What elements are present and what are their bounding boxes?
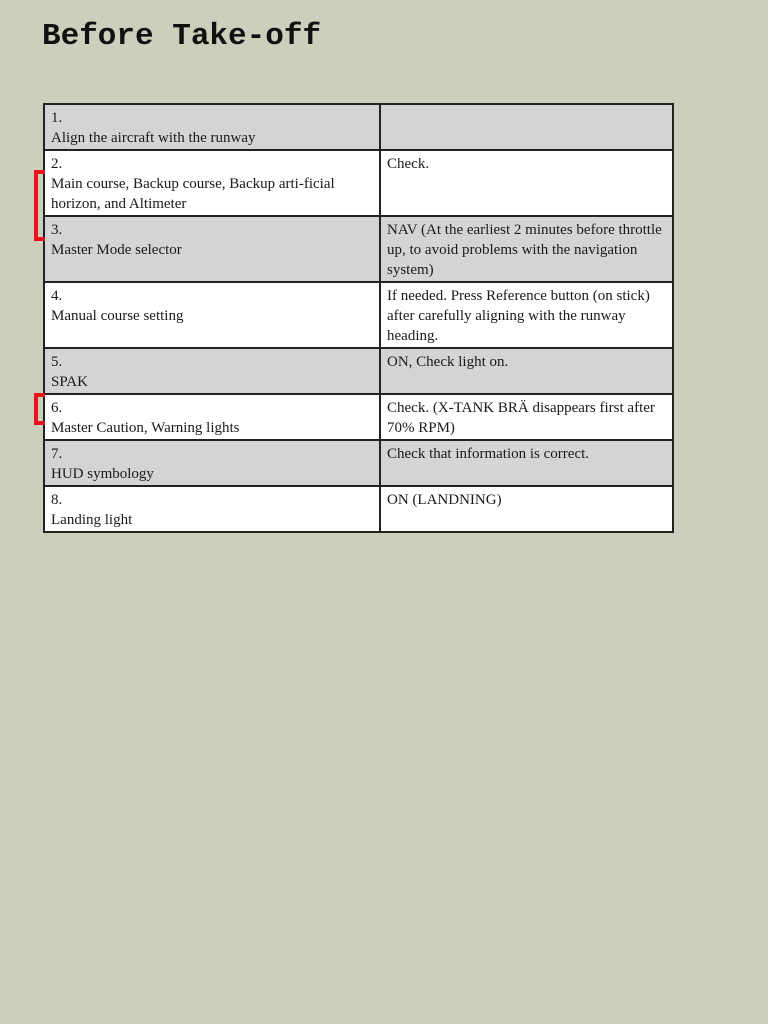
change-bar-step-3 <box>34 170 45 241</box>
step-item: SPAK <box>51 374 88 390</box>
checklist-table <box>43 103 674 533</box>
step-cell <box>44 394 380 440</box>
step-item: Master Caution, Warning lights <box>51 420 240 436</box>
table-row <box>44 348 673 394</box>
step-action: Check. (X-TANK BRÄ disappears first after 70% RPM) <box>380 394 673 440</box>
step-cell <box>44 104 380 150</box>
step-cell <box>44 216 380 282</box>
step-action: Check. <box>380 150 673 216</box>
table-row <box>44 394 673 440</box>
step-action: ON (LANDNING) <box>380 486 673 532</box>
table-row <box>44 440 673 486</box>
step-cell <box>44 348 380 394</box>
step-action: If needed. Press Reference button (on stick) after carefully aligning with the runway heading. <box>380 282 673 348</box>
step-number: 8. <box>51 492 63 508</box>
step-cell <box>44 282 380 348</box>
step-item: HUD symbology <box>51 466 154 482</box>
step-cell <box>44 486 380 532</box>
step-cell <box>44 150 380 216</box>
step-item: Landing light <box>51 512 133 528</box>
change-bar-step-8 <box>34 393 45 425</box>
step-item: Main course, Backup course, Backup arti-ficial horizon, and Altimeter <box>51 176 335 212</box>
step-item: Manual course setting <box>51 308 184 324</box>
page-title: Before Take-off <box>42 19 322 54</box>
step-item: Master Mode selector <box>51 242 182 258</box>
table-row <box>44 104 673 150</box>
table-row <box>44 150 673 216</box>
table-row <box>44 282 673 348</box>
step-cell <box>44 440 380 486</box>
step-action: NAV (At the earliest 2 minutes before throttle up, to avoid problems with the navigation system) <box>380 216 673 282</box>
step-number: 7. <box>51 446 63 462</box>
table-row <box>44 486 673 532</box>
step-item: Align the aircraft with the runway <box>51 130 256 146</box>
step-number: 1. <box>51 110 63 126</box>
step-action: ON, Check light on. <box>380 348 673 394</box>
step-number: 2. <box>51 156 63 172</box>
step-action: Check that information is correct. <box>380 440 673 486</box>
table-row <box>44 216 673 282</box>
step-number: 5. <box>51 354 63 370</box>
step-number: 4. <box>51 288 63 304</box>
step-number: 6. <box>51 400 63 416</box>
step-action <box>380 104 673 150</box>
step-number: 3. <box>51 222 63 238</box>
